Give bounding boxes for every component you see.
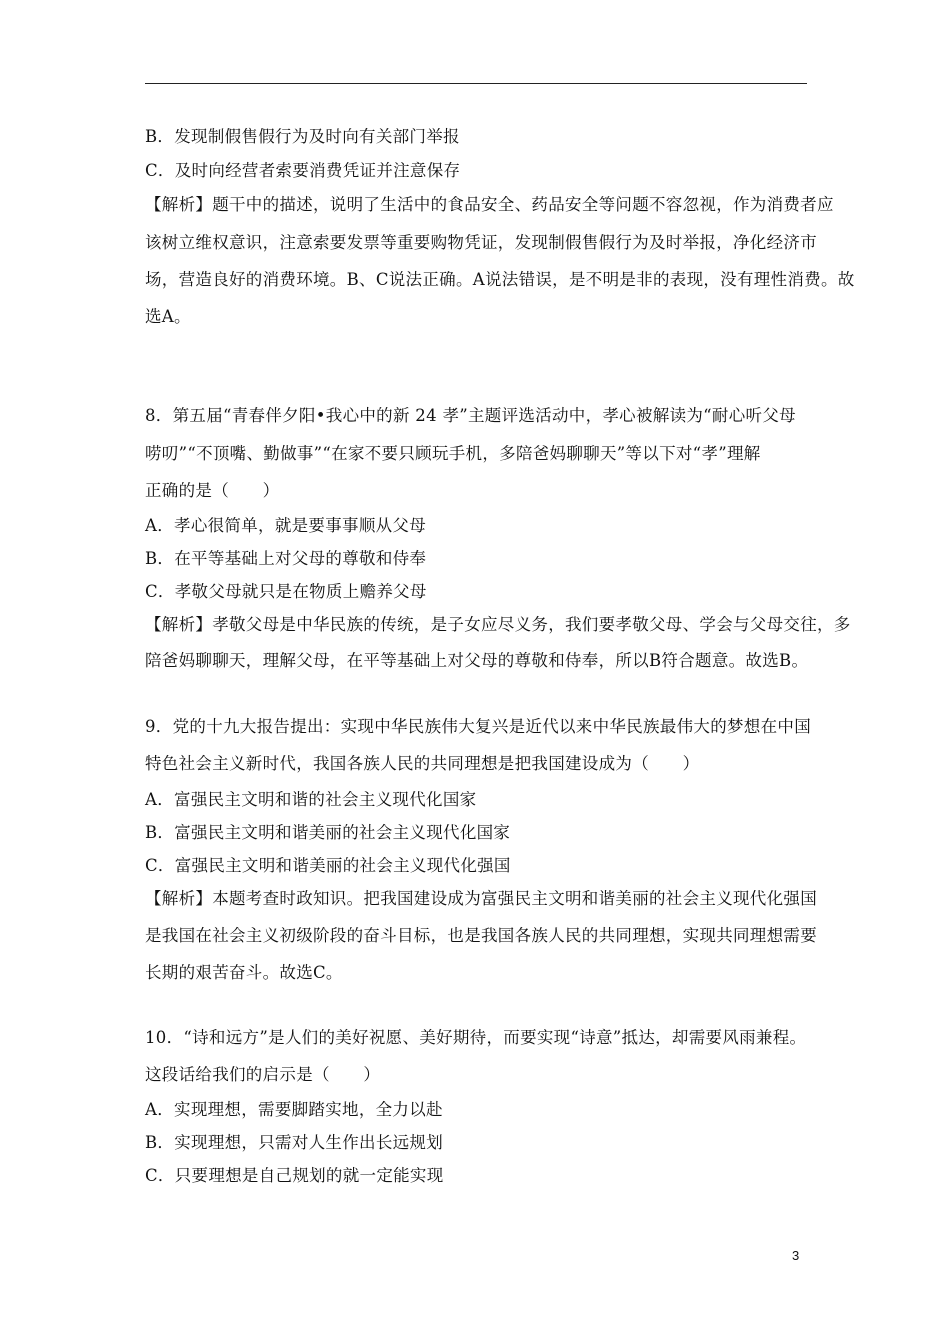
question-8-line-1: 8．第五届“青春伴夕阳•我心中的新 24 孝”主题评选活动中，孝心被解读为“耐心听父母 (145, 406, 796, 425)
option-7b: B．发现制假售假行为及时向有关部门举报 (145, 127, 460, 146)
question-9-line-1: 9．党的十九大报告提出：实现中华民族伟大复兴是近代以来中华民族最伟大的梦想在中国 (145, 717, 811, 736)
page-number: 3 (792, 1248, 800, 1263)
header-rule (145, 83, 807, 84)
analysis-8-line-1: 【解析】孝敬父母是中华民族的传统，是子女应尽义务，我们要孝敬父母、学会与父母交往，多 (145, 615, 851, 634)
option-10b: B．实现理想，只需对人生作出长远规划 (145, 1133, 444, 1152)
option-8b: B．在平等基础上对父母的尊敬和侍奉 (145, 549, 427, 568)
analysis-9-line-1: 【解析】本题考查时政知识。把我国建设成为富强民主文明和谐美丽的社会主义现代化强国 (145, 889, 817, 908)
option-8a: A．孝心很简单，就是要事事顺从父母 (145, 516, 427, 535)
question-10-line-2: 这段话给我们的启示是（ ） (145, 1065, 381, 1084)
option-9b: B．富强民主文明和谐美丽的社会主义现代化国家 (145, 823, 511, 842)
analysis-9-line-3: 长期的艰苦奋斗。故选C。 (145, 963, 343, 982)
analysis-7-line-4: 选A。 (145, 307, 191, 326)
option-10a: A．实现理想，需要脚踏实地，全力以赴 (145, 1100, 443, 1119)
analysis-8-line-2: 陪爸妈聊聊天，理解父母，在平等基础上对父母的尊敬和侍奉，所以B符合题意。故选B。 (145, 651, 809, 670)
analysis-7-line-1: 【解析】题干中的描述，说明了生活中的食品安全、药品安全等问题不容忽视，作为消费者应 (145, 195, 834, 214)
option-9c: C．富强民主文明和谐美丽的社会主义现代化强国 (145, 856, 511, 875)
option-9a: A．富强民主文明和谐的社会主义现代化国家 (145, 790, 477, 809)
question-9-line-2: 特色社会主义新时代，我国各族人民的共同理想是把我国建设成为（ ） (145, 754, 700, 773)
option-8c: C．孝敬父母就只是在物质上赡养父母 (145, 582, 427, 601)
analysis-7-line-2: 该树立维权意识，注意索要发票等重要购物凭证，发现制假售假行为及时举报，净化经济市 (145, 233, 817, 252)
analysis-7-line-3: 场，营造良好的消费环境。B、C说法正确。A说法错误，是不明是非的表现，没有理性消费。故 (145, 270, 855, 289)
analysis-9-line-2: 是我国在社会主义初级阶段的奋斗目标，也是我国各族人民的共同理想，实现共同理想需要 (145, 926, 817, 945)
option-7c: C．及时向经营者索要消费凭证并注意保存 (145, 161, 461, 180)
question-8-line-2: 唠叨”“不顶嘴、勤做事”“在家不要只顾玩手机，多陪爸妈聊聊天”等以下对“孝”理解 (145, 444, 761, 463)
question-10-line-1: 10．“诗和远方”是人们的美好祝愿、美好期待，而要实现“诗意”抵达，却需要风雨兼程。 (145, 1028, 807, 1047)
question-8-line-3: 正确的是（ ） (145, 481, 280, 500)
option-10c: C．只要理想是自己规划的就一定能实现 (145, 1166, 444, 1185)
